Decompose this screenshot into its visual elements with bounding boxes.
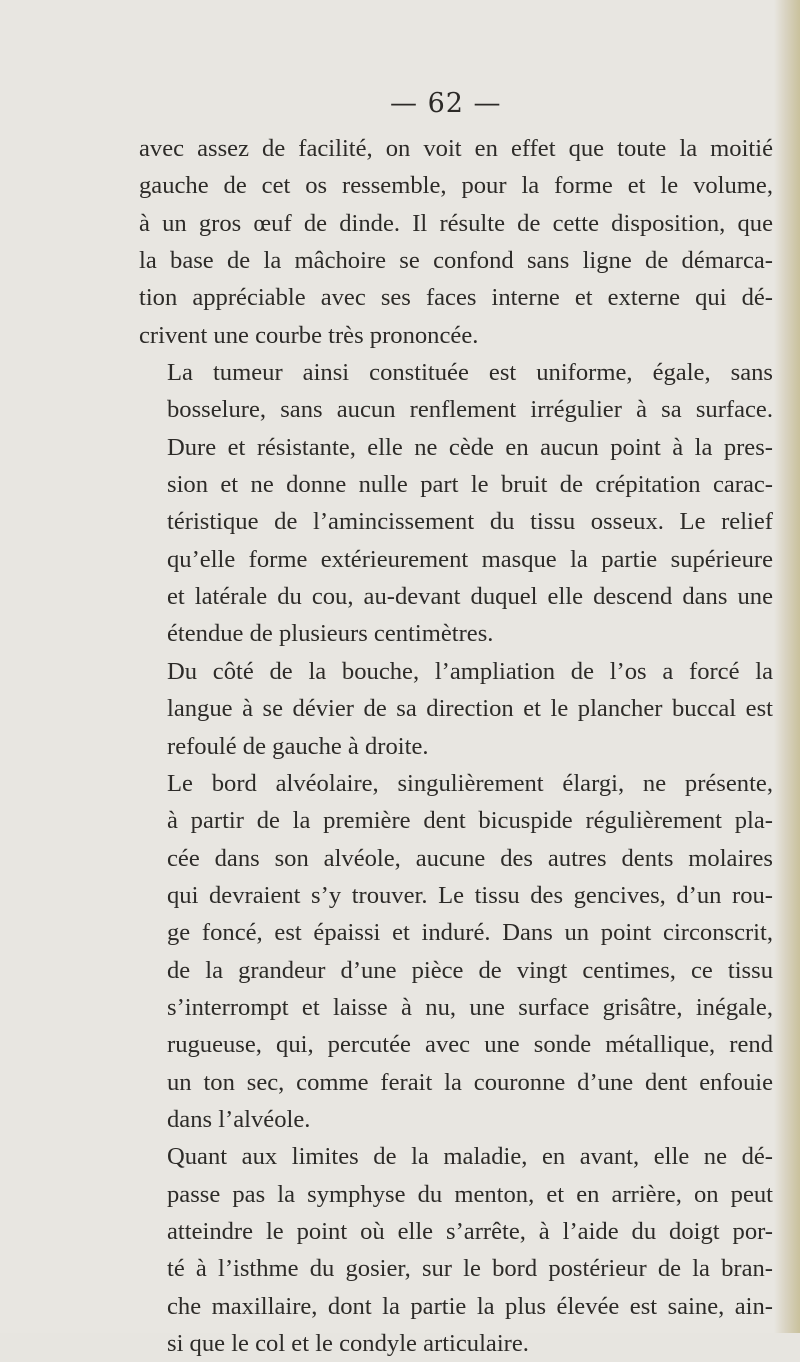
text-line: dans l’alvéole. <box>167 1105 311 1133</box>
text-line: passe pas la symphyse du menton, et en arrière, on peut <box>167 1180 773 1208</box>
text-line: atteindre le point où elle s’arrête, à l’aide du doigt por- <box>167 1217 773 1245</box>
text-line: bosselure, sans aucun renflement irrégulier à sa surface. <box>167 396 773 424</box>
paragraph-2 <box>139 354 773 653</box>
body-text <box>139 130 773 1362</box>
text-line: ge foncé, est épaissi et induré. Dans un point circonscrit, <box>167 919 773 947</box>
text-line: La tumeur ainsi constituée est uniforme, égale, sans <box>167 359 773 387</box>
text-line: tion appréciable avec ses faces interne et externe qui dé- <box>139 284 773 312</box>
page-gutter-shadow <box>774 0 800 1333</box>
paragraph-1 <box>139 130 773 354</box>
text-line: si que le col et le condyle articulaire. <box>167 1330 529 1357</box>
paragraph-5 <box>139 1138 773 1362</box>
text-line: téristique de l’amincissement du tissu osseux. Le relief <box>167 508 773 536</box>
text-line: à un gros œuf de dinde. Il résulte de cette disposition, que <box>139 209 773 237</box>
text-line: et latérale du cou, au-devant duquel elle descend dans une <box>167 583 773 611</box>
text-line: avec assez de facilité, on voit en effet que toute la moitié <box>139 135 773 162</box>
text-line: che maxillaire, dont la partie la plus élevée est saine, ain- <box>167 1292 773 1320</box>
text-line: Quant aux limites de la maladie, en avant, elle ne dé- <box>167 1143 773 1171</box>
text-line: cée dans son alvéole, aucune des autres dents molaires <box>167 844 773 872</box>
text-line: étendue de plusieurs centimètres. <box>167 620 494 648</box>
text-line: Du côté de la bouche, l’ampliation de l’os a forcé la <box>167 657 773 685</box>
text-line: la base de la mâchoire se confond sans ligne de démarca- <box>139 247 773 275</box>
text-line: un ton sec, comme ferait la couronne d’une dent enfouie <box>167 1068 773 1096</box>
text-line: gauche de cet os ressemble, pour la forme et le volume, <box>139 172 773 200</box>
text-line: té à l’isthme du gosier, sur le bord postérieur de la bran- <box>167 1255 773 1283</box>
text-line: Dure et résistante, elle ne cède en aucun point à la pres- <box>167 433 773 461</box>
text-line: sion et ne donne nulle part le bruit de crépitation carac- <box>167 471 773 499</box>
text-line: qui devraient s’y trouver. Le tissu des gencives, d’un rou- <box>167 881 773 909</box>
text-line: de la grandeur d’une pièce de vingt centimes, ce tissu <box>167 956 773 984</box>
text-line: crivent une courbe très prononcée. <box>139 321 479 349</box>
text-line: qu’elle forme extérieurement masque la partie supérieure <box>167 545 773 573</box>
page-number: — 62 — <box>390 88 502 119</box>
text-line: rugueuse, qui, percutée avec une sonde métallique, rend <box>167 1031 773 1059</box>
paragraph-3 <box>139 653 773 765</box>
text-line: s’interrompt et laisse à nu, une surface grisâtre, inégale, <box>167 993 773 1021</box>
text-line: à partir de la première dent bicuspide régulièrement pla- <box>167 807 773 835</box>
text-line: Le bord alvéolaire, singulièrement élargi, ne présente, <box>167 769 773 797</box>
text-line: refoulé de gauche à droite. <box>167 732 429 760</box>
text-line: langue à se dévier de sa direction et le plancher buccal est <box>167 695 773 723</box>
paragraph-4 <box>139 765 773 1138</box>
